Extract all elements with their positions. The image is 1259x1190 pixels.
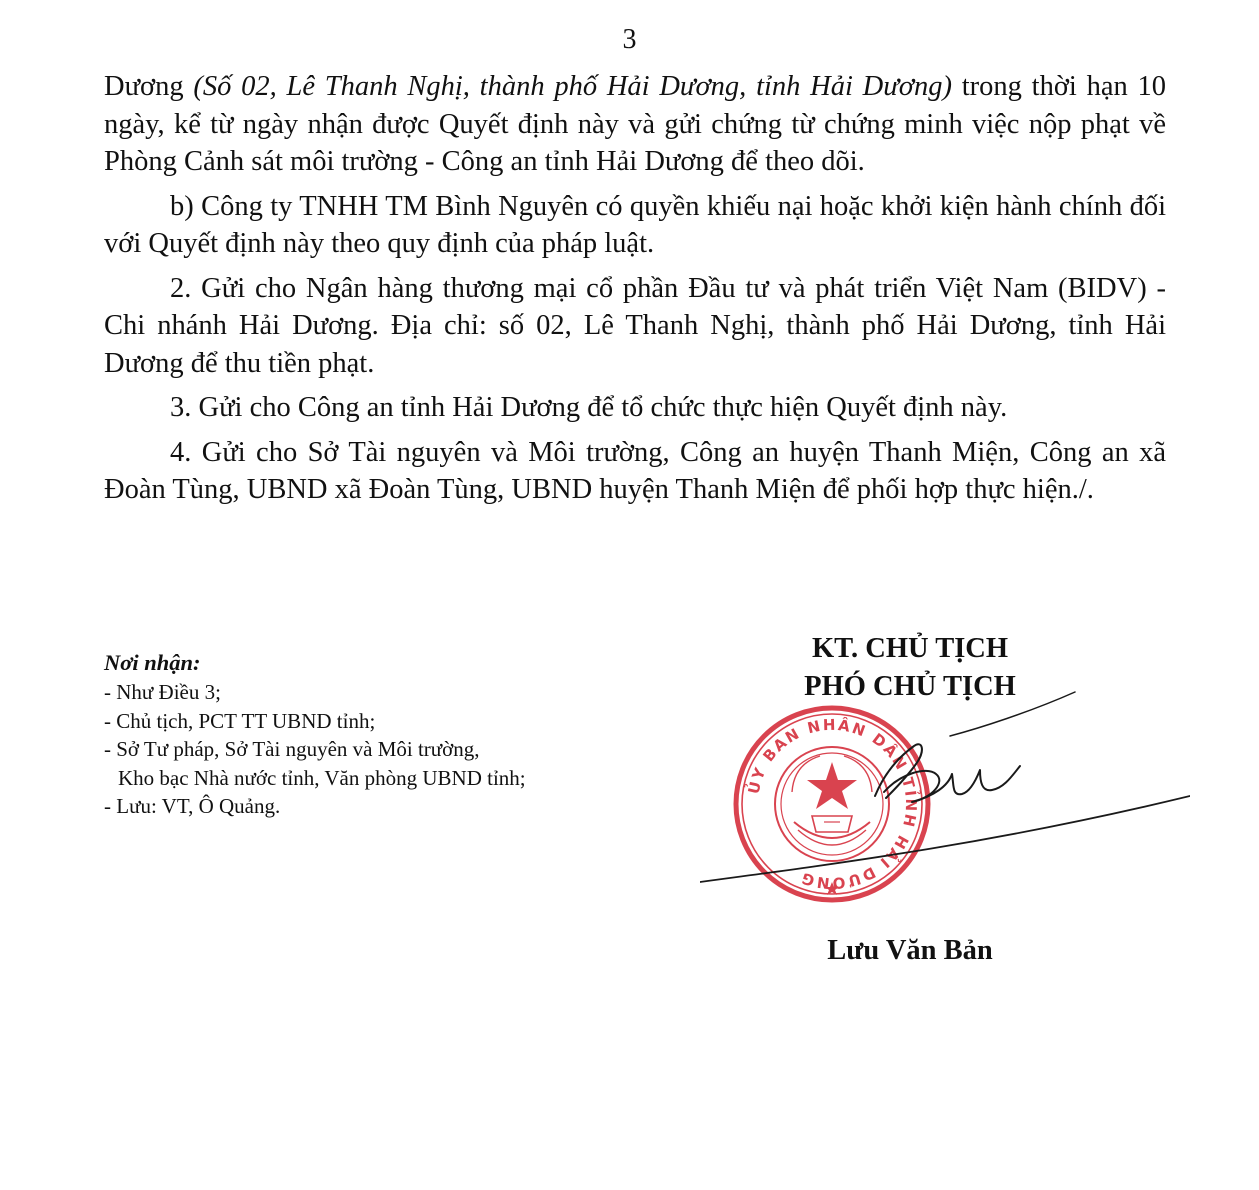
signature-title-line-1: KT. CHỦ TỊCH	[811, 633, 1009, 664]
paragraph-5: 4. Gửi cho Sở Tài nguyên và Môi trường, Công an huyện Thanh Miện, Công an xã Đoàn Tùng, UBND xã Đoàn Tùng, UBND huyện Thanh Miện để phối hợp thực hiện./.	[104, 436, 1166, 505]
recipient-item: - Lưu: VT, Ô Quảng.	[104, 794, 281, 818]
seal-text: ỦY BAN NHÂN DÂN TỈNH HẢI DƯƠNG	[744, 715, 921, 893]
paragraph-2: b) Công ty TNHH TM Bình Nguyên có quyền khiếu nại hoặc khởi kiện hành chính đối với Quyết định này theo quy định của pháp luật.	[104, 190, 1166, 259]
signer-name: Lưu Văn Bản	[827, 935, 993, 966]
recipients-heading: Nơi nhận:	[104, 650, 201, 675]
page-number: 3	[622, 24, 637, 55]
recipient-item: Kho bạc Nhà nước tỉnh, Văn phòng UBND tỉnh;	[118, 765, 526, 790]
document-body	[104, 68, 1166, 516]
signature-title-line-2: PHÓ CHỦ TỊCH	[804, 671, 1016, 702]
recipient-item: - Chủ tịch, PCT TT UBND tỉnh;	[104, 708, 376, 733]
paragraph-1-start: Dương	[104, 71, 194, 102]
recipients-block	[104, 648, 664, 821]
paragraph-1-address: (Số 02, Lê Thanh Nghị, thành phố Hải Dương, tỉnh Hải Dương)	[193, 71, 952, 102]
paragraph-4: 3. Gửi cho Công an tỉnh Hải Dương để tổ chức thực hiện Quyết định này.	[170, 392, 1008, 423]
paragraph-1-end: trong thời hạn 10 ngày, kể từ ngày nhận được Quyết định này và gửi chứng từ chứng minh việc nộp phạt về Phòng Cảnh sát môi trường - Công an tỉnh Hải Dương để theo dõi.	[104, 71, 1166, 177]
recipient-item: - Như Điều 3;	[104, 680, 221, 704]
paragraph-3: 2. Gửi cho Ngân hàng thương mại cổ phần Đầu tư và phát triển Việt Nam (BIDV) - Chi nhánh Hải Dương. Địa chỉ: số 02, Lê Thanh Nghị, thành phố Hải Dương, tỉnh Hải Dương để thu tiền phạt.	[104, 272, 1166, 379]
handwritten-signature	[700, 684, 1190, 884]
paragraph-1	[104, 68, 1166, 181]
recipient-item: - Sở Tư pháp, Sở Tài nguyên và Môi trường,	[104, 737, 480, 761]
